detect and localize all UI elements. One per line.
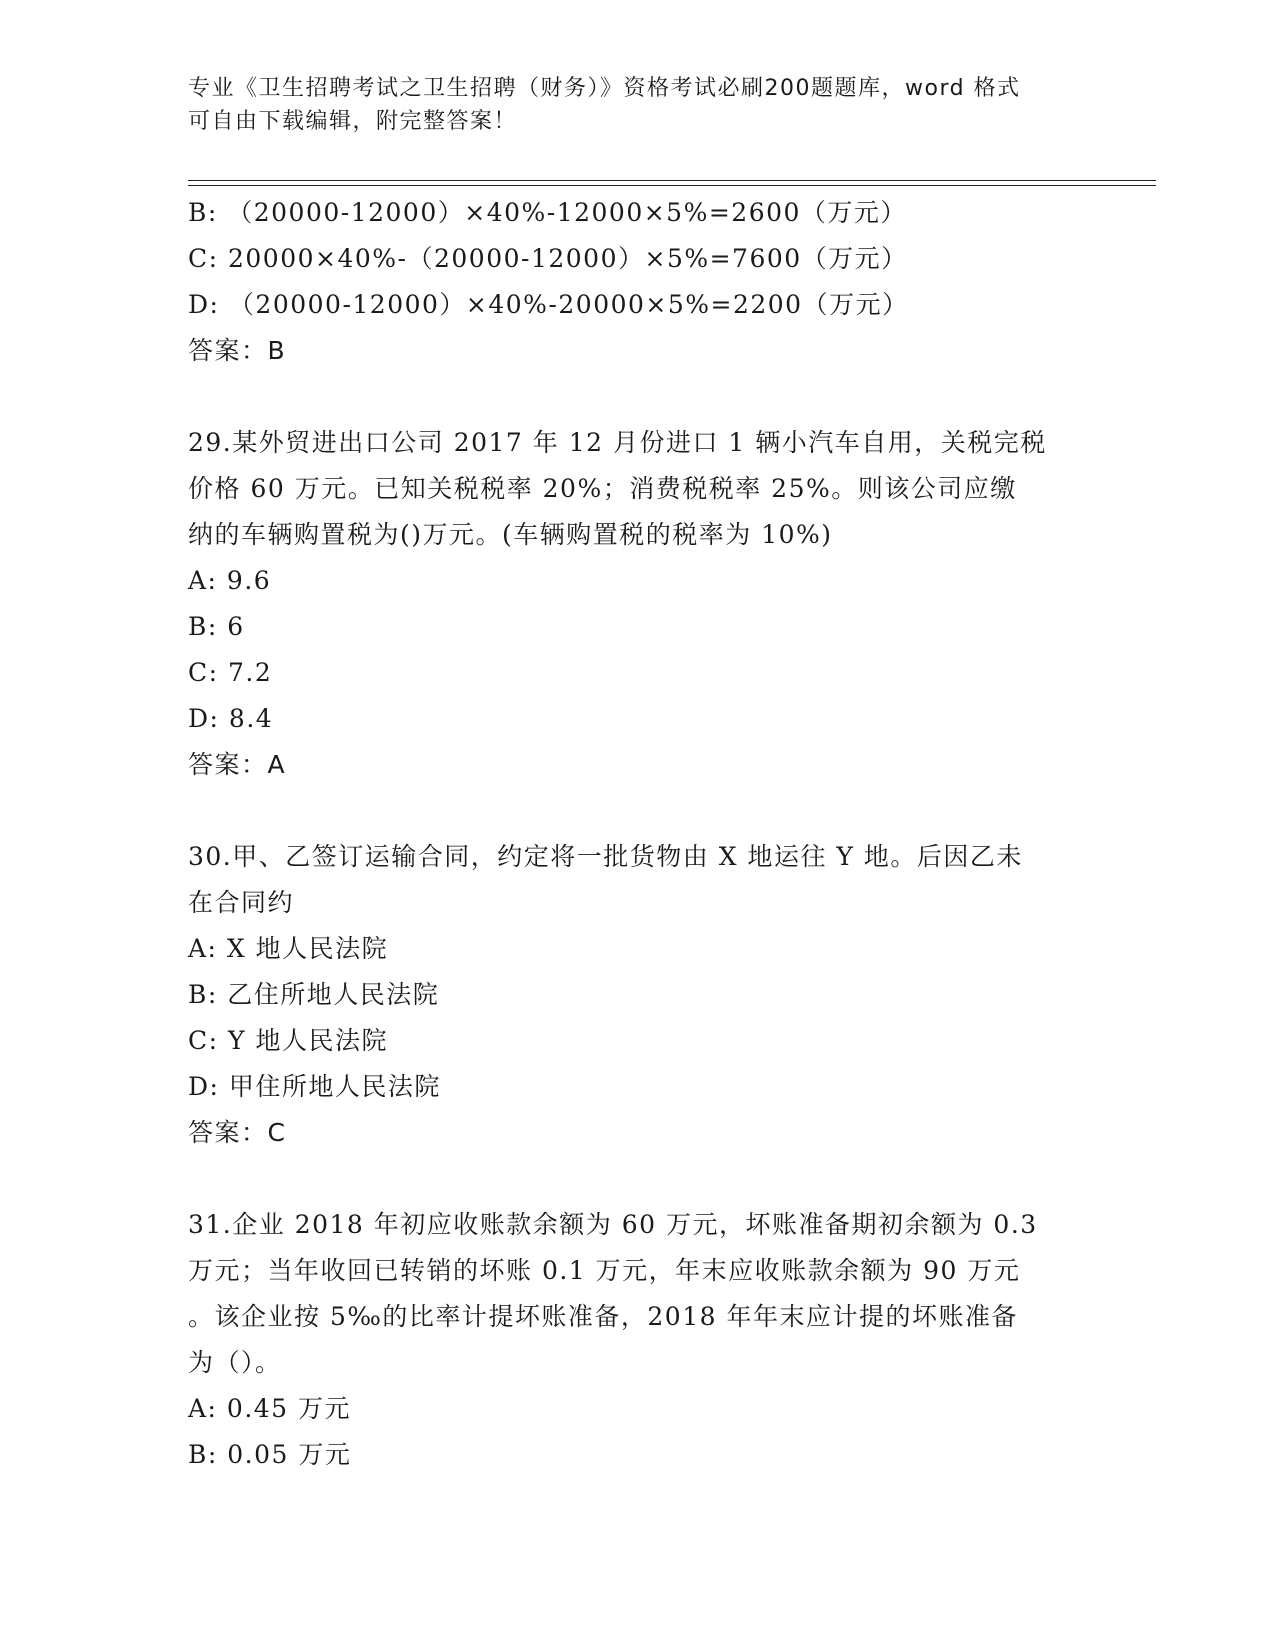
question-stem-line: 31.企业 2018 年初应收账款余额为 60 万元，坏账准备期初余额为 0.3 — [188, 1210, 1038, 1239]
option-d: D: 8.4 — [188, 704, 274, 733]
option-b: B: 6 — [188, 612, 245, 641]
option-b: B: 0.05 万元 — [188, 1440, 352, 1469]
option-a: A: 0.45 万元 — [188, 1394, 352, 1423]
header-line-1: 专业《卫生招聘考试之卫生招聘（财务）》资格考试必刷200题题库，word 格式 — [188, 76, 1021, 101]
option-a: A: X 地人民法院 — [188, 934, 389, 963]
question-list — [188, 190, 1088, 1478]
option-c: C: 20000×40%-（20000-12000）×5%=7600（万元） — [188, 244, 908, 273]
question-31 — [188, 1202, 1088, 1478]
option-c: C: 7.2 — [188, 658, 273, 687]
option-d: D: 甲住所地人民法院 — [188, 1072, 441, 1101]
question-stem-line: 万元；当年收回已转销的坏账 0.1 万元，年末应收账款余额为 90 万元 — [188, 1256, 1021, 1285]
spacer — [188, 1156, 1088, 1202]
question-stem-line: 纳的车辆购置税为()万元。(车辆购置税的税率为 10%) — [188, 520, 833, 549]
answer: 答案：A — [188, 750, 287, 779]
answer: 答案：C — [188, 1118, 287, 1147]
question-30 — [188, 834, 1088, 1156]
option-a: A: 9.6 — [188, 566, 272, 595]
document-header — [188, 72, 1088, 138]
option-d: D: （20000-12000）×40%-20000×5%=2200（万元） — [188, 290, 909, 319]
question-stem-line: 价格 60 万元。已知关税税率 20%；消费税税率 25%。则该公司应缴 — [188, 474, 1017, 503]
spacer — [188, 788, 1088, 834]
question-stem-line: 30.甲、乙签订运输合同，约定将一批货物由 X 地运往 Y 地。后因乙未 — [188, 842, 1023, 871]
option-c: C: Y 地人民法院 — [188, 1026, 388, 1055]
header-line-2: 可自由下载编辑，附完整答案！ — [188, 109, 518, 134]
question-stem-line: 为（）。 — [188, 1348, 282, 1377]
header-divider-bottom — [188, 185, 1156, 186]
question-28-remainder — [188, 190, 1088, 374]
question-stem-line: 29.某外贸进出口公司 2017 年 12 月份进口 1 辆小汽车自用，关税完税 — [188, 428, 1047, 457]
answer: 答案：B — [188, 336, 287, 365]
option-b: B: （20000-12000）×40%-12000×5%=2600（万元） — [188, 198, 907, 227]
question-stem-line: 。该企业按 5‰的比率计提坏账准备，2018 年年末应计提的坏账准备 — [188, 1302, 1018, 1331]
question-29 — [188, 420, 1088, 788]
header-divider-top — [188, 180, 1156, 181]
spacer — [188, 374, 1088, 420]
option-b: B: 乙住所地人民法院 — [188, 980, 440, 1009]
question-stem-line: 在合同约 — [188, 888, 295, 917]
